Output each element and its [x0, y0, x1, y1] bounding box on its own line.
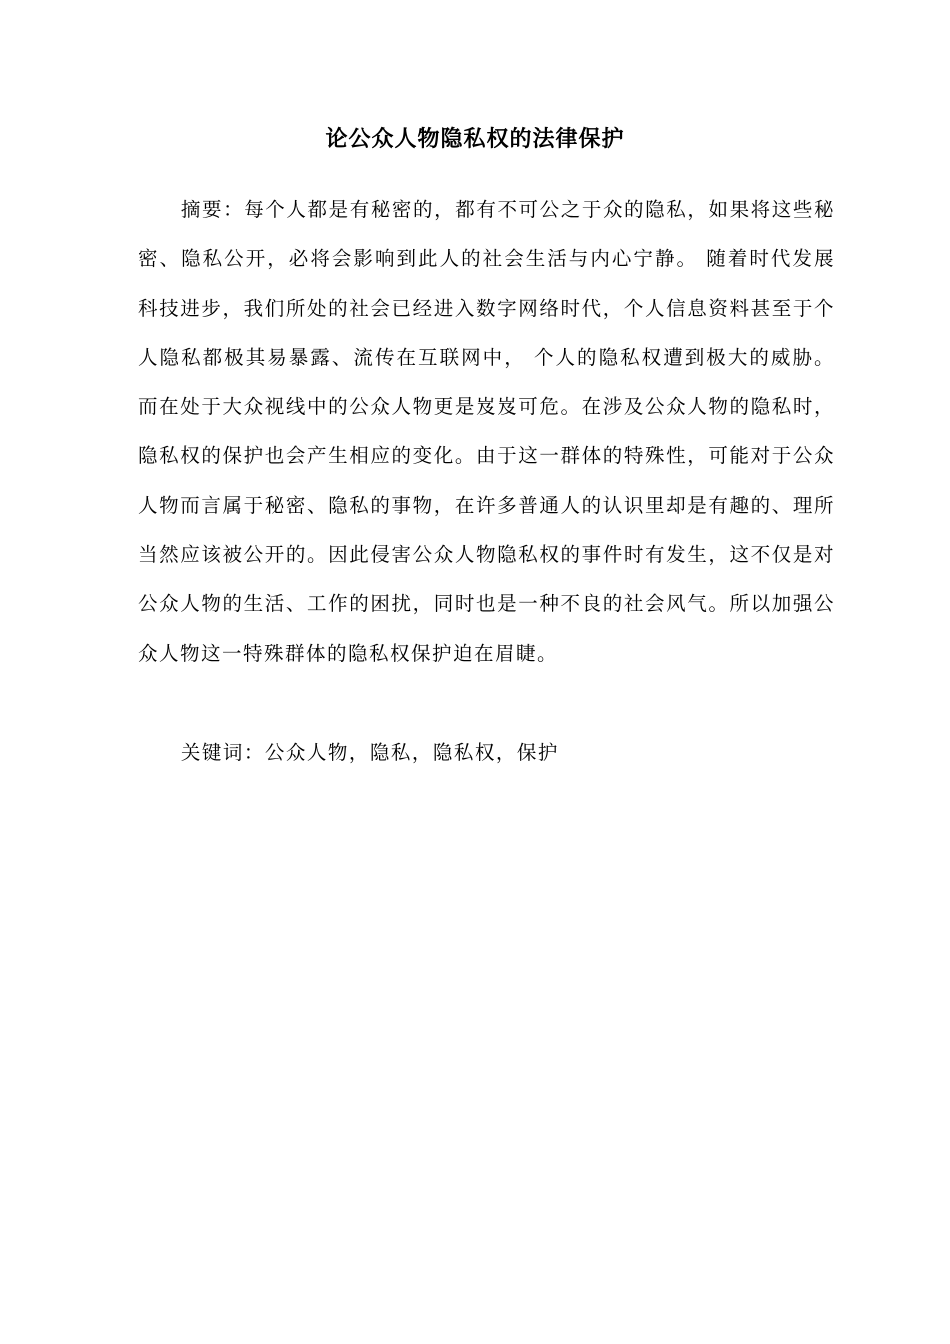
keywords-line: 关键词：公众人物，隐私，隐私权，保护: [180, 741, 559, 764]
abstract-paragraph: 摘要：每个人都是有秘密的，都有不可公之于众的隐私，如果将这些秘密、隐私公开，必将会影响到此人的社会生活与内心宁静。 随着时代发展科技进步，我们所处的社会已经进入数字网络时代，个人信息资料甚至于个人隐私都极其易暴露、流传在互联网中， 个人的隐私权遭到极大的威胁。 而在处于大众视线中的公众人物更是岌岌可危。在涉及公众人物的隐私时，隐私权的保护也会产生相应的变化。由于这一群体的特殊性，可能对于公众人物而言属于秘密、隐私的事物，在许多普通人的认识里却是有趣的、理所当然应该被公开的。因此侵害公众人物隐私权的事件时有发生，这不仅是对公众人物的生活、工作的困扰，同时也是一种不良的社会风气。所以加强公众人物这一特殊群体的隐私权保护迫在眉睫。: [138, 198, 835, 665]
document-title: 论公众人物隐私权的法律保护: [325, 127, 625, 152]
